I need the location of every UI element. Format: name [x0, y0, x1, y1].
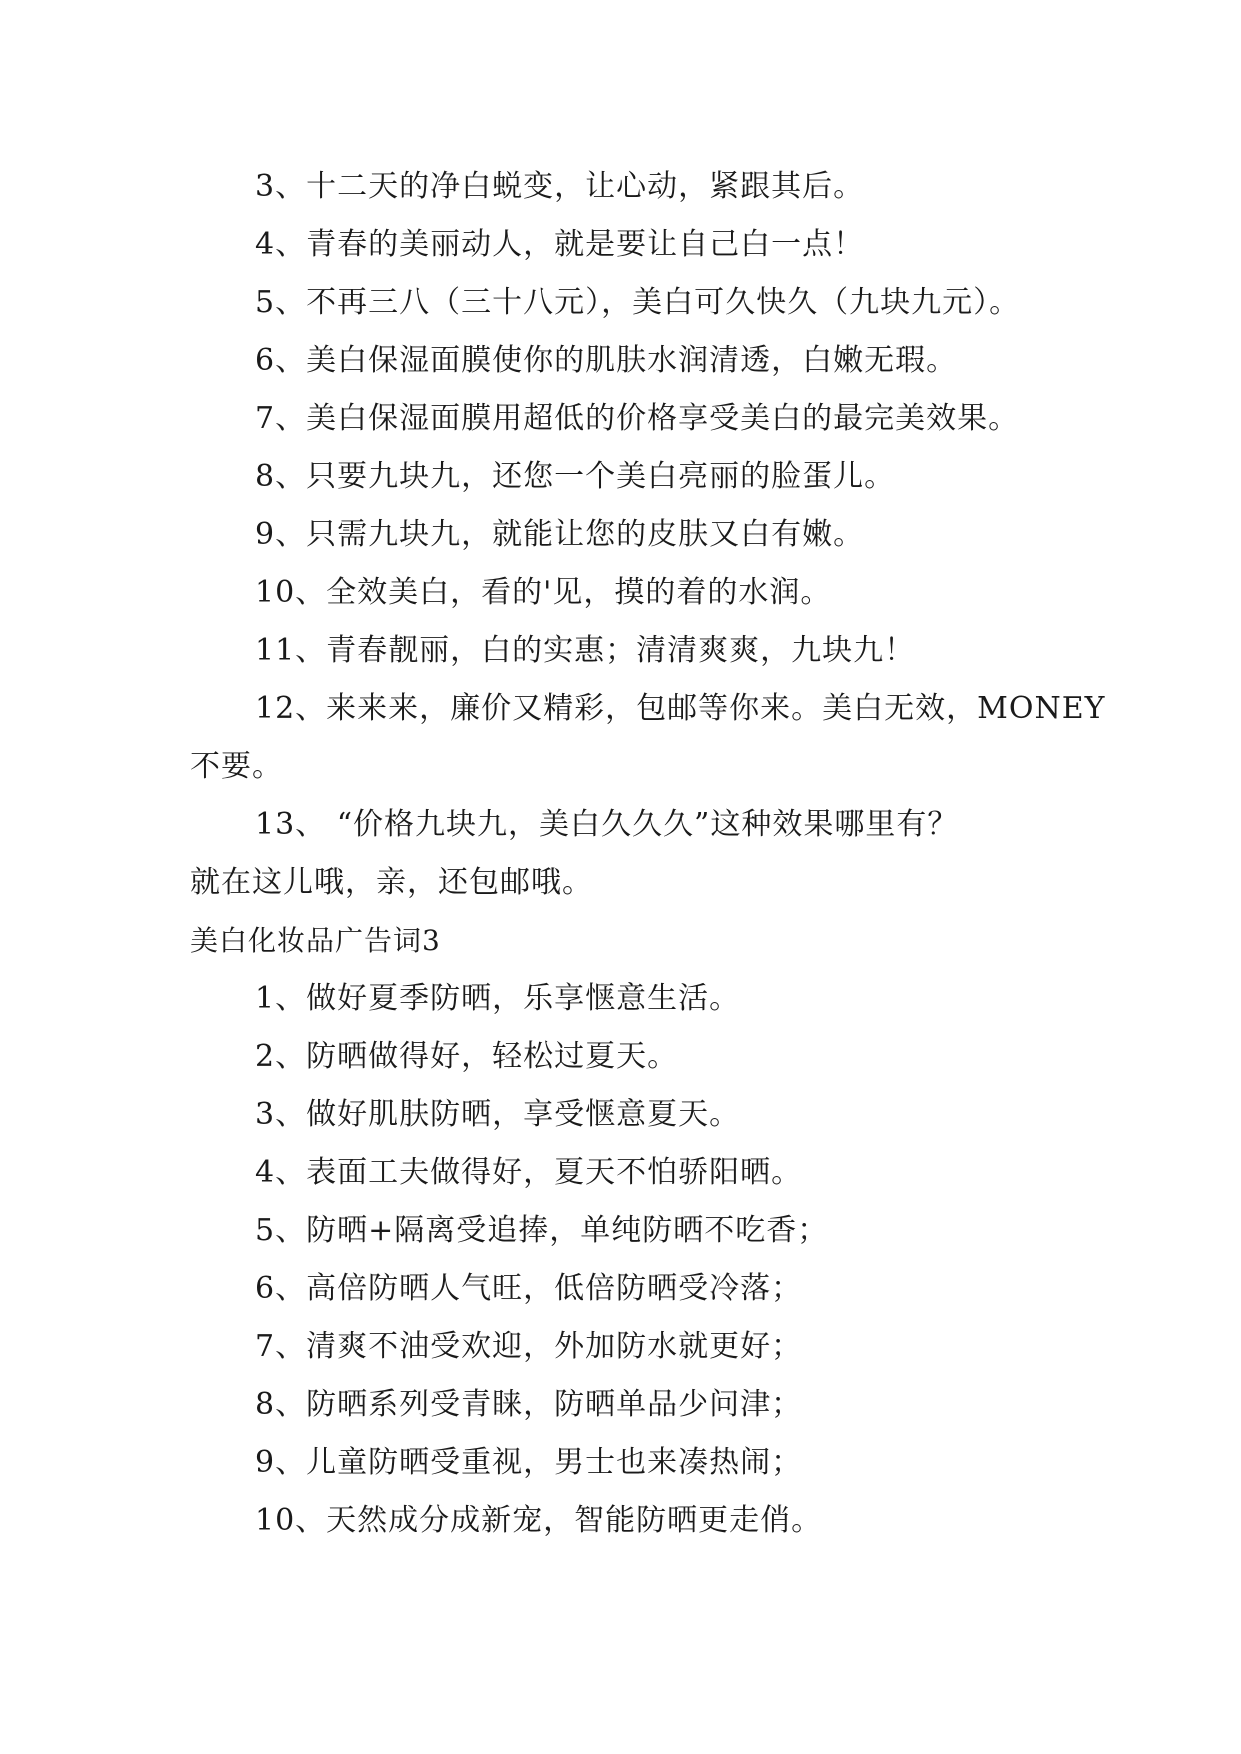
list-item: 7、清爽不油受欢迎，外加防水就更好；	[255, 1329, 803, 1364]
list-item: 6、高倍防晒人气旺，低倍防晒受冷落；	[255, 1271, 803, 1306]
list-item: 3、做好肌肤防晒，享受惬意夏天。	[255, 1097, 741, 1132]
list-item: 1、做好夏季防晒，乐享惬意生活。	[255, 981, 741, 1016]
list-item: 4、青春的美丽动人，就是要让自己白一点！	[255, 227, 865, 262]
list-item: 4、表面工夫做得好，夏天不怕骄阳晒。	[255, 1155, 803, 1190]
list-item: 6、美白保湿面膜使你的肌肤水润清透，白嫩无瑕。	[255, 343, 958, 378]
list-item-12-line-2: 不要。	[190, 749, 283, 784]
list-item: 7、美白保湿面膜用超低的价格享受美白的最完美效果。	[255, 401, 1020, 436]
list-item: 3、十二天的净白蜕变，让心动，紧跟其后。	[255, 169, 865, 204]
list-item-13-line-2: 就在这儿哦，亲，还包邮哦。	[190, 865, 593, 900]
list-item: 10、天然成分成新宠，智能防晒更走俏。	[255, 1503, 823, 1538]
list-item: 9、只需九块九，就能让您的皮肤又白有嫩。	[255, 517, 865, 552]
list-item: 8、只要九块九，还您一个美白亮丽的脸蛋儿。	[255, 459, 896, 494]
list-item: 5、不再三八（三十八元），美白可久快久（九块九元）。	[255, 285, 1021, 320]
list-item-13-line-1: 13、 “价格九块九，美白久久久”这种效果哪里有？	[255, 807, 959, 842]
list-item: 10、全效美白，看的'见，摸的着的水润。	[255, 575, 832, 610]
list-item: 2、防晒做得好，轻松过夏天。	[255, 1039, 679, 1074]
section-heading: 美白化妆品广告词3	[190, 924, 441, 957]
list-item: 9、儿童防晒受重视，男士也来凑热闹；	[255, 1445, 803, 1480]
list-item: 11、青春靓丽，白的实惠；清清爽爽，九块九！	[255, 633, 916, 668]
list-item: 8、防晒系列受青睐，防晒单品少问津；	[255, 1387, 803, 1422]
list-item: 5、防晒+隔离受追捧，单纯防晒不吃香；	[255, 1213, 829, 1248]
list-item-12-line-1: 12、来来来，廉价又精彩，包邮等你来。美白无效，MONEY	[255, 691, 1106, 726]
